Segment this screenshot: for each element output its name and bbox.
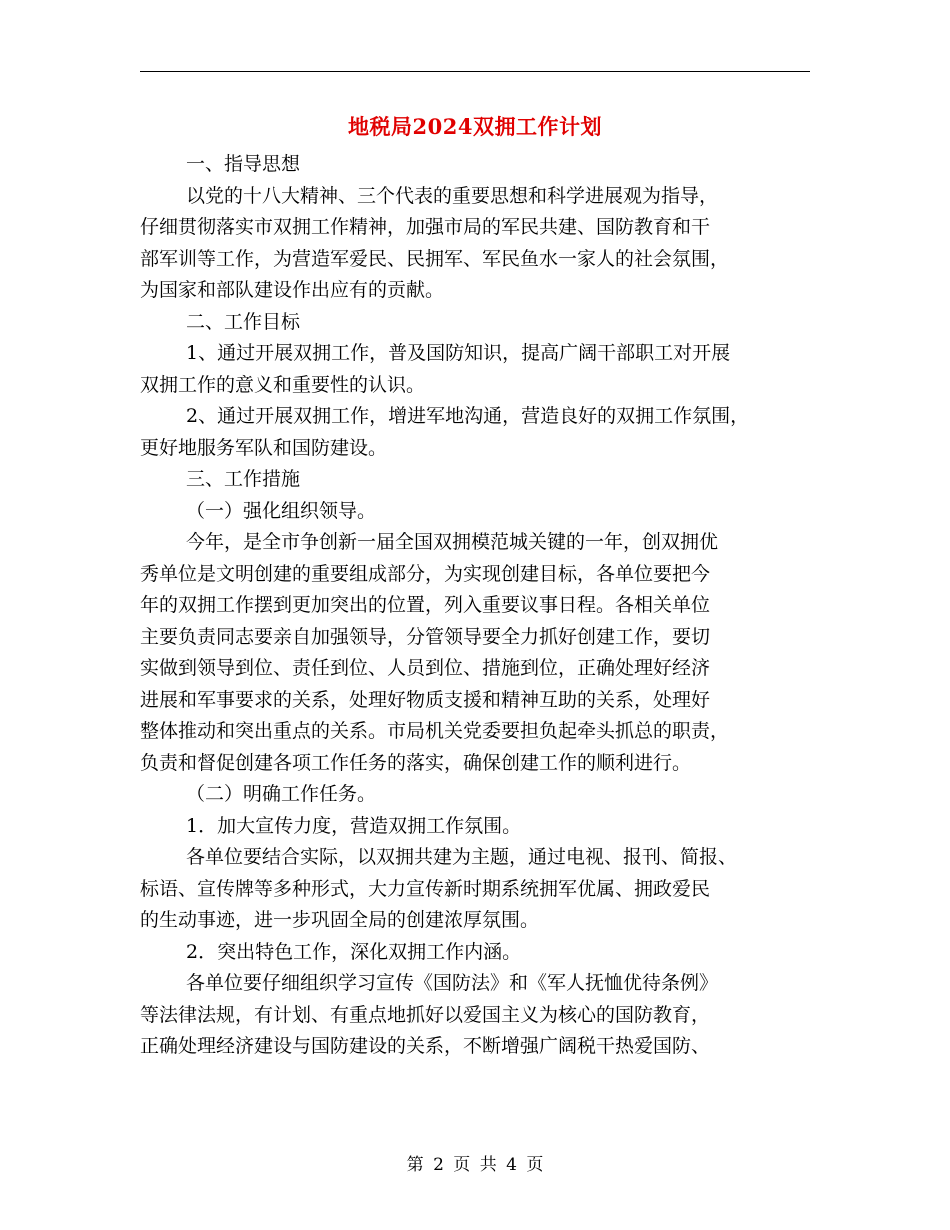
body-line: 的生动事迹，进一步巩固全局的创建浓厚氛围。	[140, 909, 540, 931]
body-line: 2．突出特色工作，深化双拥工作内涵。	[186, 940, 522, 963]
page-number: 第 2 页 共 4 页	[406, 1155, 544, 1175]
body-line: 二、工作目标	[186, 310, 301, 333]
body-line: 双拥工作的意义和重要性的认识。	[140, 373, 426, 396]
body-line: 整体推动和突出重点的关系。市局机关党委要担负起牵头抓总的职责，	[140, 720, 730, 742]
body-line: （二）明确工作任务。	[186, 783, 377, 805]
body-line: 进展和军事要求的关系，处理好物质支援和精神互助的关系，处理好	[140, 688, 711, 711]
body-line: 秀单位是文明创建的重要组成部分，为实现创建目标，各单位要把今	[140, 562, 711, 585]
body-line: 标语、宣传牌等多种形式，大力宣传新时期系统拥军优属、拥政爱民	[140, 877, 711, 900]
body-line: 一、指导思想	[186, 153, 301, 175]
header-rule	[140, 71, 810, 72]
body-line: 实做到领导到位、责任到位、人员到位、措施到位，正确处理好经济	[140, 657, 711, 679]
body-line: 等法律法规，有计划、有重点地抓好以爱国主义为核心的国防教育，	[140, 1003, 711, 1026]
body-line: 以党的十八大精神、三个代表的重要思想和科学进展观为指导，	[186, 184, 719, 207]
body-line: 各单位要结合实际，以双拥共建为主题，通过电视、报刊、简报、	[186, 846, 738, 868]
body-line: 各单位要仔细组织学习宣传《国防法》和《军人抚恤优待条例》	[186, 972, 719, 994]
document-title: 地税局2024双拥工作计划	[348, 114, 602, 139]
body-line: 1、通过开展双拥工作，普及国防知识，提高广阔干部职工对开展	[186, 342, 731, 364]
body-line: 2、通过开展双拥工作，增进军地沟通，营造良好的双拥工作氛围，	[186, 405, 750, 427]
body-line: 正确处理经济建设与国防建设的关系，不断增强广阔税干热爱国防、	[140, 1035, 711, 1057]
body-line: 为国家和部队建设作出应有的贡献。	[140, 279, 445, 301]
body-line: 年的双拥工作摆到更加突出的位置，列入重要议事日程。各相关单位	[140, 594, 711, 616]
document-body	[140, 149, 812, 1063]
body-line: 部军训等工作，为营造军爱民、民拥军、军民鱼水一家人的社会氛围，	[140, 247, 730, 270]
body-line: 负责和督促创建各项工作任务的落实，确保创建工作的顺利进行。	[140, 751, 692, 774]
body-line: 更好地服务军队和国防建设。	[140, 436, 388, 459]
body-line: 今年，是全市争创新一届全国双拥模范城关键的一年，创双拥优	[186, 531, 719, 553]
body-line: 仔细贯彻落实市双拥工作精神，加强市局的军民共建、国防教育和干	[140, 216, 711, 238]
body-line: 主要负责同志要亲自加强领导，分管领导要全力抓好创建工作，要切	[140, 625, 711, 648]
body-line: 1．加大宣传力度，营造双拥工作氛围。	[186, 814, 522, 837]
body-line: 三、工作措施	[186, 468, 301, 490]
body-line: （一）强化组织领导。	[186, 499, 377, 522]
